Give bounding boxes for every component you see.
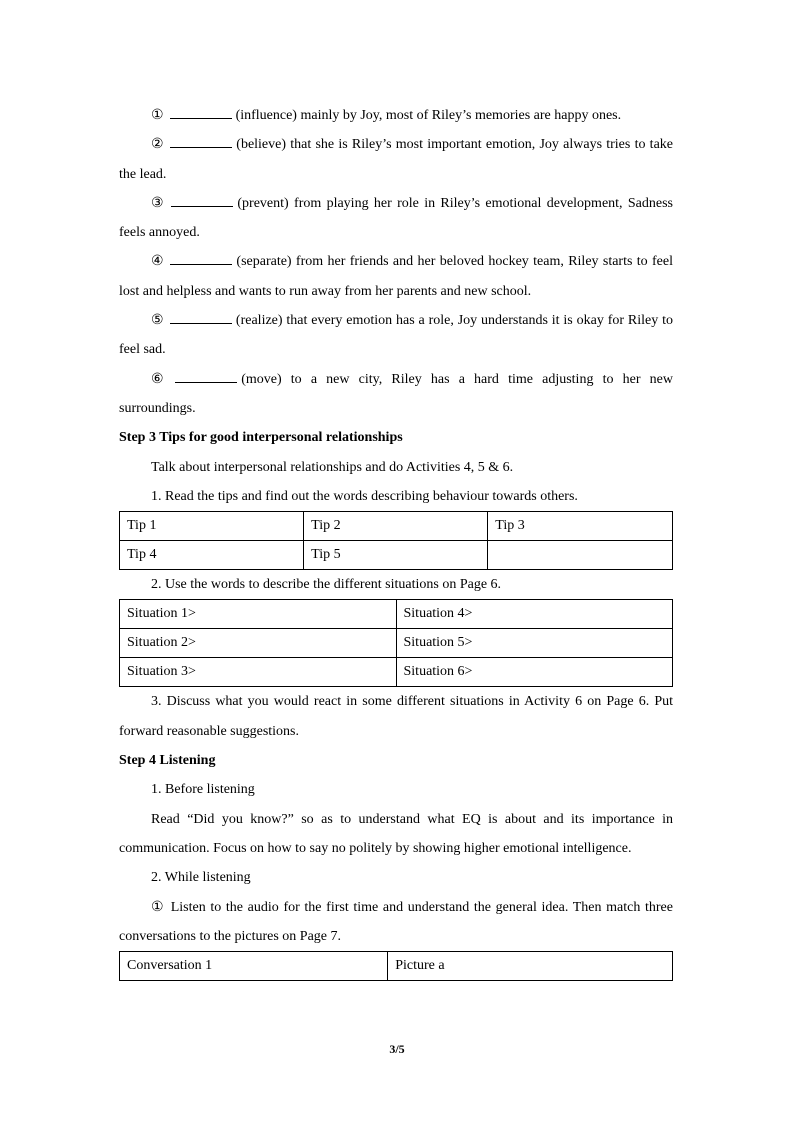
table-row (120, 658, 673, 687)
sentence-text: (believe) that she is Riley’s most important emotion, Joy always tries to take the lead. (119, 137, 673, 182)
table-cell: Situation 2> (120, 629, 397, 658)
table-cell: Tip 3 (488, 512, 673, 541)
sentence-number: ③ (151, 195, 166, 211)
sentence-text: (influence) mainly by Joy, most of Riley’s memories are happy ones. (235, 108, 622, 123)
sentence-text: (prevent) from playing her role in Riley’s emotional development, Sadness feels annoyed. (119, 195, 673, 241)
tips-table (119, 511, 673, 570)
table-row (120, 600, 673, 629)
table-cell: Tip 2 (304, 512, 488, 541)
step3-item-2: 2. Use the words to describe the different situations on Page 6. (151, 577, 502, 593)
item-number: ① (151, 899, 165, 915)
answer-blank[interactable] (175, 369, 237, 383)
step4-paragraph-1: Read “Did you know?” so as to understand what EQ is about and its importance in communication. Focus on how to say no politely by showing higher emotional intelligence. (119, 811, 673, 856)
table-cell: Tip 5 (304, 541, 488, 570)
table-cell: Tip 1 (120, 512, 304, 541)
table-row (120, 629, 673, 658)
answer-blank[interactable] (170, 105, 232, 119)
sentence-number: ⑤ (151, 313, 164, 329)
table-cell: Conversation 1 (120, 952, 388, 981)
sentence-number: ① (151, 108, 164, 123)
conversation-table (119, 951, 673, 981)
situations-table (119, 599, 673, 687)
sentence-text: (realize) that every emotion has a role, Joy understands it is okay for Riley to feel sad. (119, 313, 673, 358)
paragraph-text: Listen to the audio for the first time and understand the general idea. Then match three conversations to the pictures on Page 7. (119, 899, 673, 944)
sentence-item (119, 130, 673, 189)
sentence-number: ② (151, 137, 165, 153)
step3-heading: Step 3 Tips for good interpersonal relationships (119, 430, 403, 446)
step4-paragraph-2 (119, 893, 673, 952)
table-row (120, 541, 673, 570)
step4-sub-1: 1. Before listening (151, 782, 255, 798)
sentence-list (119, 101, 673, 423)
table-cell: Situation 6> (396, 658, 673, 687)
sentence-number: ⑥ (151, 371, 170, 387)
answer-blank[interactable] (171, 193, 233, 207)
page-number: 3/5 (389, 1042, 405, 1056)
table-cell: Situation 5> (396, 629, 673, 658)
step4-sub-2: 2. While listening (151, 870, 251, 886)
table-cell: Tip 4 (120, 541, 304, 570)
step3-item-3: 3. Discuss what you would react in some different situations in Activity 6 on Page 6. Put forward reasonable suggestions. (119, 694, 673, 739)
sentence-item (119, 306, 673, 365)
sentence-item (119, 189, 673, 248)
table-cell (488, 541, 673, 570)
table-cell: Situation 4> (396, 600, 673, 629)
table-row (120, 512, 673, 541)
step3-intro: Talk about interpersonal relationships and do Activities 4, 5 & 6. (151, 459, 514, 475)
step4-heading: Step 4 Listening (119, 753, 216, 769)
sentence-text: (separate) from her friends and her beloved hockey team, Riley starts to feel lost and helpless and wants to run away from her parents and new school. (119, 254, 673, 299)
sentence-number: ④ (151, 254, 165, 270)
step3-item-1: 1. Read the tips and find out the words describing behaviour towards others. (151, 488, 578, 504)
table-cell: Situation 1> (120, 600, 397, 629)
table-cell: Situation 3> (120, 658, 397, 687)
sentence-item (119, 247, 673, 306)
sentence-item (119, 101, 673, 130)
answer-blank[interactable] (170, 251, 232, 265)
table-cell: Picture a (388, 952, 673, 981)
sentence-item (119, 365, 673, 424)
sentence-text: (move) to a new city, Riley has a hard time adjusting to her new surroundings. (119, 371, 673, 416)
table-row (120, 952, 673, 981)
answer-blank[interactable] (170, 134, 232, 148)
page-content (119, 101, 673, 981)
answer-blank[interactable] (170, 310, 232, 324)
